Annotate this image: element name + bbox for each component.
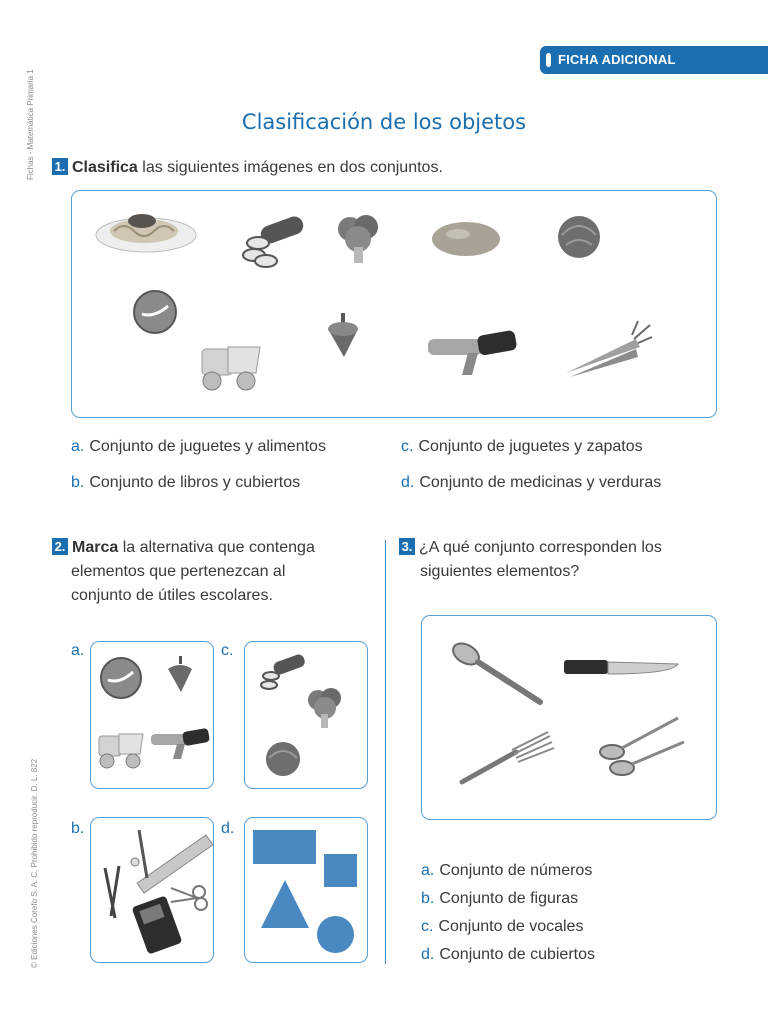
q1-image-box (71, 190, 717, 418)
column-divider (385, 540, 386, 964)
q2-line2: elementos que pertenezcan al (71, 563, 286, 580)
q1-option-d-letter: d. (401, 474, 415, 491)
q3-line1: ¿A qué conjunto corresponden los (419, 539, 662, 556)
q1-option-b-text: Conjunto de libros y cubiertos (89, 474, 301, 491)
q2-label-b: b. (71, 820, 85, 837)
tag-label: FICHA ADICIONAL (558, 52, 676, 67)
q1-option-a-letter: a. (71, 438, 85, 455)
q1-option-c[interactable] (401, 438, 643, 456)
q3-option-b[interactable] (421, 890, 578, 908)
spinning-top-icon (165, 656, 197, 696)
tag-marker-icon (546, 53, 551, 67)
ficha-adicional-tag (540, 46, 768, 74)
ball-icon (132, 289, 178, 335)
water-gun-icon (424, 329, 518, 377)
q3-option-d-text: Conjunto de cubiertos (439, 946, 595, 963)
spinning-top-icon (324, 313, 364, 363)
q2-option-d-box[interactable] (244, 817, 368, 963)
q3-option-b-text: Conjunto de figuras (439, 890, 579, 907)
q2-option-a-box[interactable] (90, 641, 214, 789)
spaghetti-icon (94, 209, 198, 253)
q3-option-c[interactable] (421, 918, 583, 936)
cucumber-icon (240, 213, 312, 267)
cabbage-icon (554, 213, 604, 261)
q1-option-d[interactable] (401, 474, 661, 492)
toy-truck-icon (198, 341, 264, 393)
q1-option-b-letter: b. (71, 474, 85, 491)
school-supplies-icon (95, 828, 211, 958)
cucumber-icon (259, 654, 309, 694)
q1-text: las siguientes imágenes en dos conjuntos. (137, 159, 443, 176)
q2-label-c: c. (221, 642, 234, 659)
q2-option-c-box[interactable] (244, 641, 368, 789)
q1-option-d-text: Conjunto de medicinas y verduras (419, 474, 662, 491)
toy-truck-icon (97, 730, 145, 770)
q3-option-d[interactable] (421, 946, 595, 964)
potato-icon (430, 219, 504, 259)
q3-prompt (399, 536, 729, 584)
ball-icon (99, 656, 143, 700)
q3-image-box (421, 615, 717, 820)
side-copyright: © Ediciones Corefo S. A. C. Prohibido reproducir. D. L. 822 (30, 758, 39, 968)
circle-shape (317, 916, 354, 953)
q3-option-b-letter: b. (421, 890, 435, 907)
q3-option-d-letter: d. (421, 946, 435, 963)
q2-label-d: d. (221, 820, 235, 837)
q1-prompt (52, 156, 443, 180)
q2-prompt (52, 536, 382, 608)
q1-option-a[interactable] (71, 438, 326, 456)
q3-number: 3. (399, 538, 415, 555)
q3-option-a-letter: a. (421, 862, 435, 879)
q1-number: 1. (52, 158, 68, 175)
triangle-shape (261, 880, 309, 930)
fork-icon (456, 730, 556, 790)
square-shape (324, 854, 357, 887)
cabbage-icon (263, 740, 303, 778)
spoon-icon (450, 640, 546, 710)
q1-option-b[interactable] (71, 474, 300, 492)
knife-icon (562, 656, 682, 680)
broccoli-icon (334, 213, 384, 265)
broccoli-icon (305, 686, 345, 730)
q1-option-a-text: Conjunto de juguetes y alimentos (89, 438, 326, 455)
q1-option-c-text: Conjunto de juguetes y zapatos (418, 438, 643, 455)
q2-option-b-box[interactable] (90, 817, 214, 963)
q2-line1: la alternativa que contenga (118, 539, 315, 556)
q2-bold: Marca (72, 539, 119, 556)
q3-option-a[interactable] (421, 862, 592, 880)
q3-option-c-letter: c. (421, 918, 434, 935)
q3-option-c-text: Conjunto de vocales (438, 918, 584, 935)
q3-line2: siguientes elementos? (420, 563, 580, 580)
q2-label-a: a. (71, 642, 85, 659)
small-spoons-icon (592, 712, 692, 782)
q2-line3: conjunto de útiles escolares. (71, 587, 273, 604)
q3-option-a-text: Conjunto de números (439, 862, 593, 879)
carrots-icon (560, 319, 654, 379)
side-credit-top: Fichas - Matemática Primaria 1 (26, 69, 35, 180)
q1-option-c-letter: c. (401, 438, 414, 455)
q1-bold: Clasifica (72, 159, 138, 176)
rectangle-shape (253, 830, 316, 864)
page-title: Clasificación de los objetos (241, 110, 527, 134)
water-gun-icon (149, 726, 211, 760)
q2-number: 2. (52, 538, 68, 555)
